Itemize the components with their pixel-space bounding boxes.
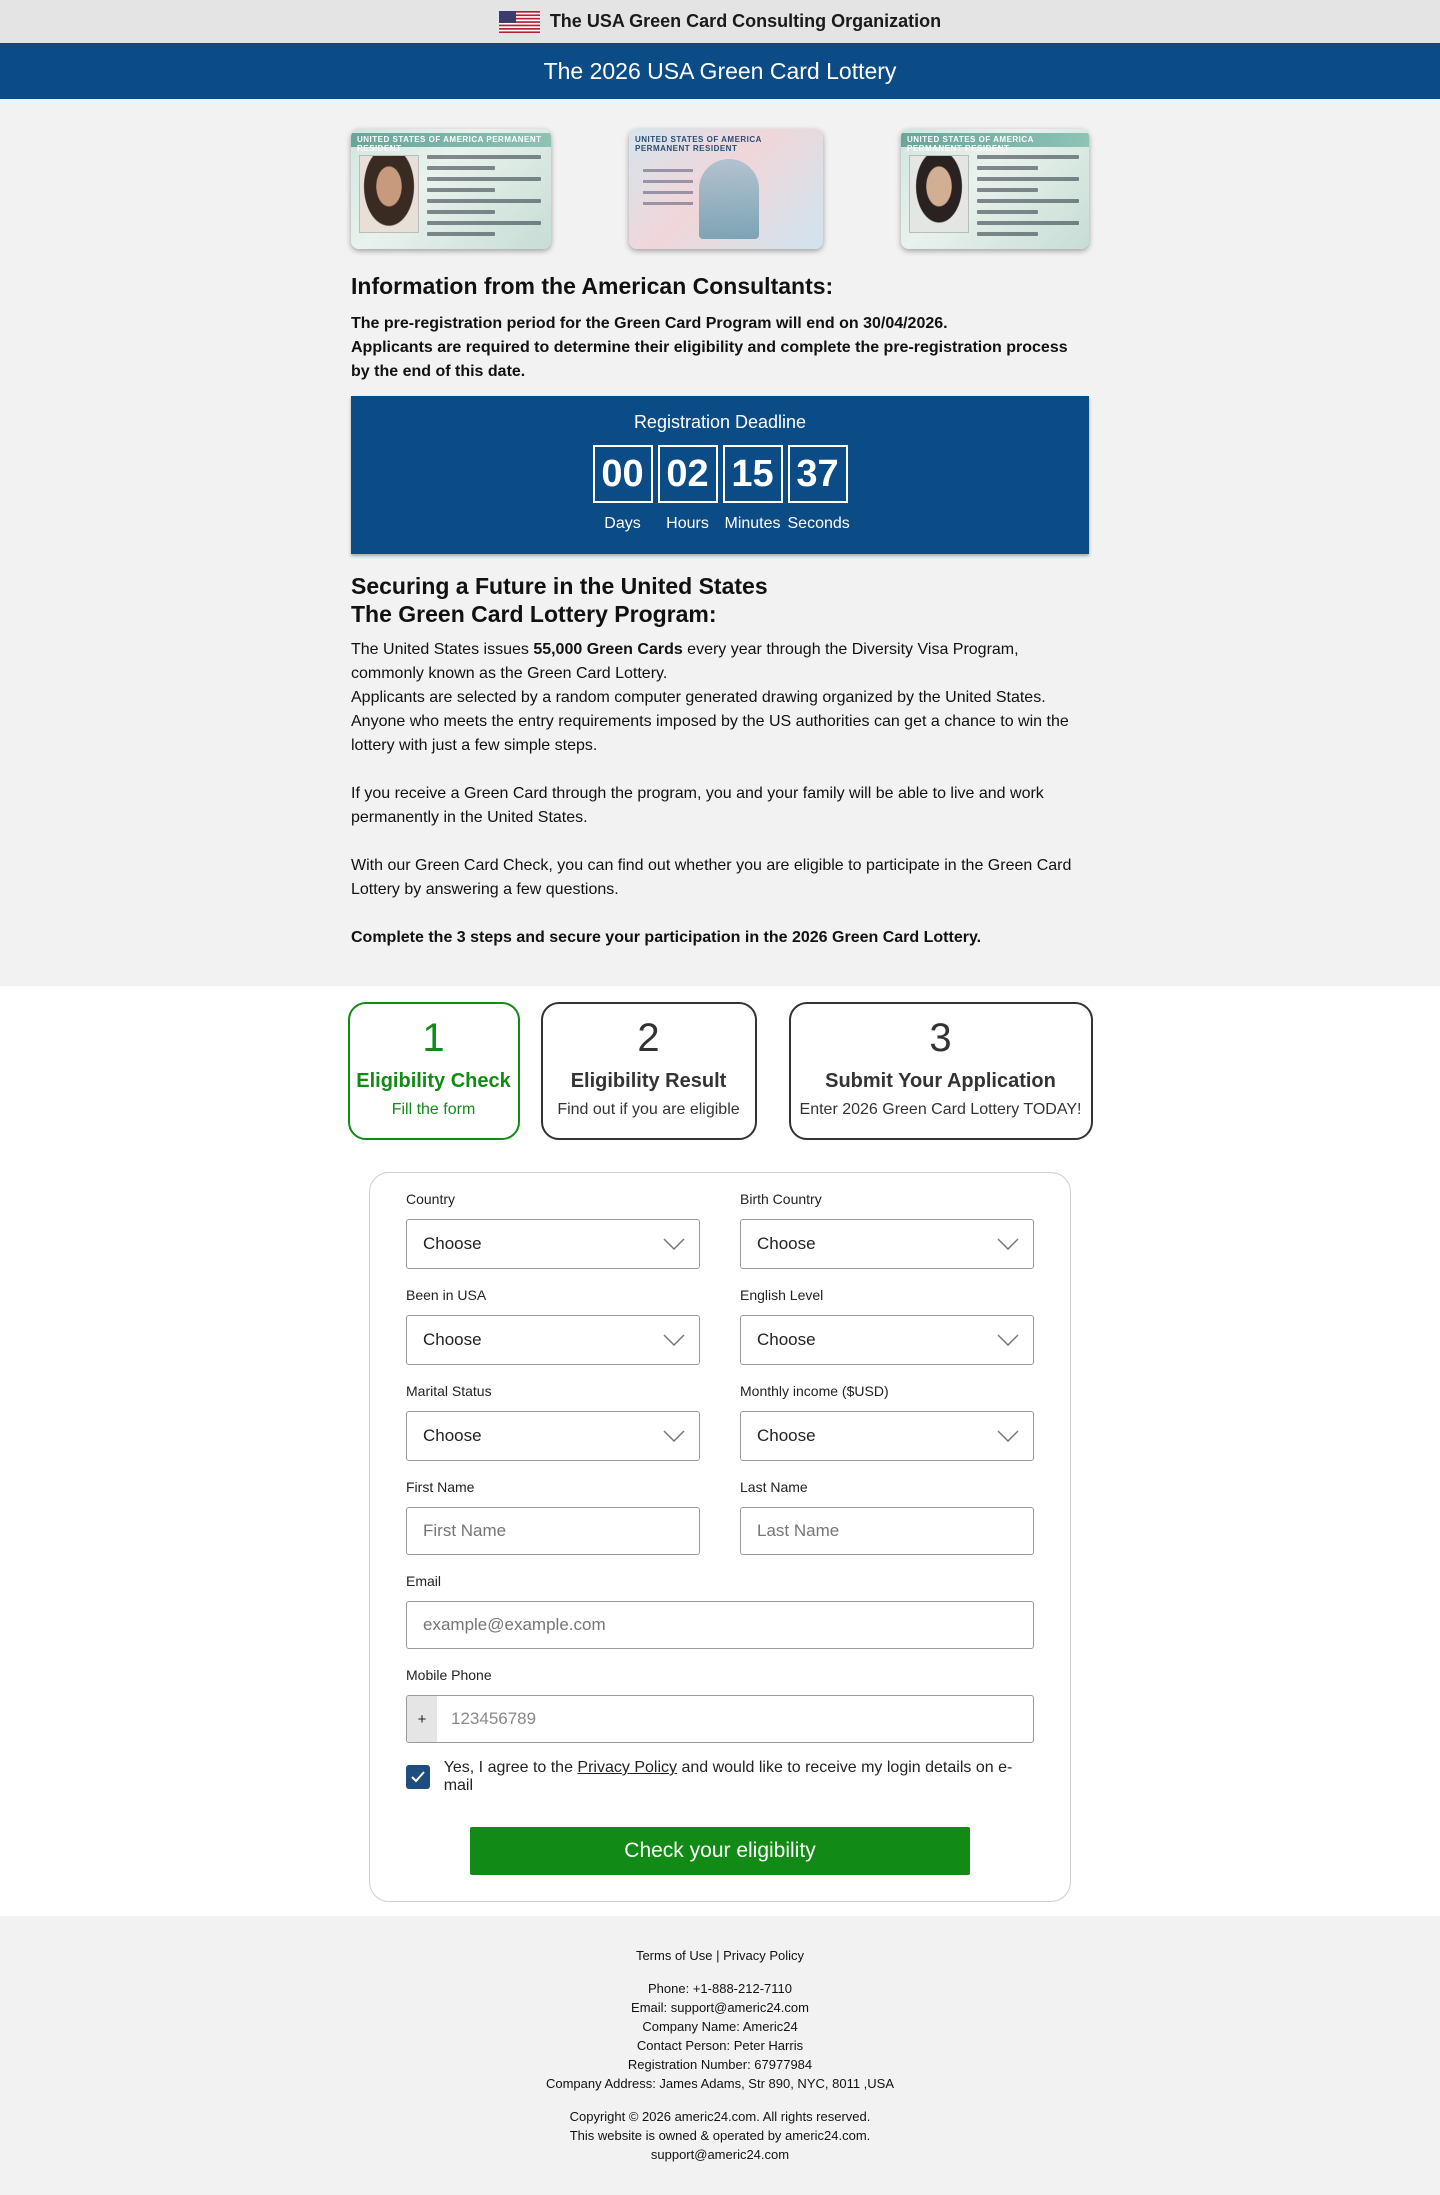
program-heading-line-1: Securing a Future in the United States xyxy=(351,573,768,599)
terms-of-use-link[interactable]: Terms of Use xyxy=(635,1948,713,1963)
countdown-hours-value: 02 xyxy=(658,445,718,503)
countdown-days-value: 00 xyxy=(593,445,653,503)
birth-country-select[interactable] xyxy=(740,1219,1034,1269)
checkmark-icon xyxy=(410,1770,426,1784)
marital-status-select-value: Choose xyxy=(423,1426,482,1445)
chevron-down-icon xyxy=(663,1238,685,1250)
english-level-label: English Level xyxy=(740,1287,824,1303)
steps-indicator xyxy=(0,1002,1440,1140)
program-description xyxy=(351,638,1089,950)
privacy-policy-link[interactable]: Privacy Policy xyxy=(577,1759,677,1776)
check-eligibility-button[interactable]: Check your eligibility xyxy=(470,1827,970,1875)
chevron-down-icon xyxy=(997,1334,1019,1346)
birth-country-label: Birth Country xyxy=(740,1191,822,1207)
last-name-label: Last Name xyxy=(740,1479,808,1495)
form-section xyxy=(0,986,1440,1916)
step-number: 1 xyxy=(422,1016,445,1060)
step-subtitle: Enter 2026 Green Card Lottery TODAY! xyxy=(799,1101,1082,1118)
program-call-to-action: Complete the 3 steps and secure your participation in the 2026 Green Card Lottery. xyxy=(351,929,982,946)
privacy-consent-text: Yes, I agree to the Privacy Policy and would like to receive my login details on e-mail xyxy=(443,1759,1013,1794)
step-3-submit-application xyxy=(789,1002,1093,1140)
email-label: Email xyxy=(406,1573,442,1589)
privacy-policy-footer-link[interactable]: Privacy Policy xyxy=(723,1948,805,1963)
step-2-eligibility-result xyxy=(541,1002,757,1140)
step-1-eligibility-check xyxy=(348,1002,520,1140)
step-number: 2 xyxy=(637,1016,660,1060)
page-title-bar xyxy=(0,43,1440,99)
step-subtitle: Fill the form xyxy=(391,1101,476,1118)
countdown-days xyxy=(593,445,653,533)
monthly-income-label: Monthly income ($USD) xyxy=(740,1383,889,1399)
countdown-hours xyxy=(658,445,718,533)
step-title: Eligibility Result xyxy=(570,1070,727,1092)
privacy-consent xyxy=(406,1759,1034,1795)
countdown-hours-label: Hours xyxy=(666,515,709,532)
been-in-usa-label: Been in USA xyxy=(406,1287,487,1303)
chevron-down-icon xyxy=(997,1238,1019,1250)
info-section xyxy=(0,99,1440,986)
step-title: Eligibility Check xyxy=(356,1070,511,1092)
registration-countdown xyxy=(351,396,1089,554)
copyright: Copyright © 2026 americ24.com. All rights reserved. This website is owned & operated by americ24.com. support@americ24.com xyxy=(569,2109,871,2162)
first-name-label: First Name xyxy=(406,1479,475,1495)
countdown-seconds xyxy=(788,445,848,533)
countdown-minutes-label: Minutes xyxy=(724,515,781,532)
english-level-select[interactable] xyxy=(740,1315,1034,1365)
birth-country-select-value: Choose xyxy=(757,1234,816,1253)
countdown-minutes-value: 15 xyxy=(723,445,783,503)
mobile-phone-field[interactable]: 123456789 xyxy=(451,1709,537,1728)
step-number: 3 xyxy=(929,1016,952,1060)
program-heading-line-2: The Green Card Lottery Program: xyxy=(351,601,717,627)
monthly-income-select[interactable] xyxy=(740,1411,1034,1461)
program-paragraph-1: The United States issues 55,000 Green Cards every year through the Diversity Visa Program, commonly known as the Green Card Lottery. Applicants are selected by a random computer generated drawing organized by the United States. Anyone who meets the entry requirements imposed by the US authorities can get a chance to win the lottery with just a few simple steps. xyxy=(351,641,1069,754)
footer-phone: Phone: +1-888-212-7110 xyxy=(648,1981,792,1996)
info-heading: Information from the American Consultants: xyxy=(351,273,834,299)
privacy-consent-checkbox[interactable] xyxy=(406,1765,430,1789)
countdown-days-label: Days xyxy=(604,515,641,532)
top-bar xyxy=(0,0,1440,43)
green-card-image-male: UNITED STATES OF AMERICA PERMANENT RESIDENT xyxy=(901,129,1089,249)
phone-prefix: + xyxy=(407,1696,437,1742)
first-name-field[interactable] xyxy=(406,1507,700,1555)
chevron-down-icon xyxy=(997,1430,1019,1442)
countdown-seconds-label: Seconds xyxy=(787,515,850,532)
footer: Terms of Use | Privacy Policy Phone: +1-888-212-7110 Email: support@americ24.com Company Name: Americ24 Contact Person: Peter Harris Registration Number: 67977984 Company Address: James Adams, Str 890, NYC, 8011 ,USA Copyright © 2026 americ24.com. All rights reserved. This website is owned & operated by americ24.com. support@americ24.com xyxy=(0,1916,1440,2192)
mobile-phone-label: Mobile Phone xyxy=(406,1667,492,1683)
page-title: The 2026 USA Green Card Lottery xyxy=(543,57,897,84)
email-field[interactable] xyxy=(406,1601,1034,1649)
org-name: The USA Green Card Consulting Organization xyxy=(549,11,942,31)
footer-contact-person: Contact Person: Peter Harris xyxy=(636,2038,804,2053)
english-level-select-value: Choose xyxy=(757,1330,816,1349)
countdown-seconds-value: 37 xyxy=(788,445,848,503)
info-text xyxy=(351,312,1089,384)
monthly-income-select-value: Choose xyxy=(757,1426,816,1445)
chevron-down-icon xyxy=(663,1334,685,1346)
marital-status-select[interactable] xyxy=(406,1411,700,1461)
step-title: Submit Your Application xyxy=(825,1070,1056,1092)
green-card-image-female: UNITED STATES OF AMERICA PERMANENT RESIDENT xyxy=(351,129,551,249)
program-paragraph-3: With our Green Card Check, you can find out whether you are eligible to participate in the Green Card Lottery by answering a few questions. xyxy=(351,857,1072,898)
eligibility-form xyxy=(369,1172,1071,1902)
green-card-images xyxy=(351,129,1089,249)
green-card-image-back: UNITED STATES OF AMERICA PERMANENT RESIDENT xyxy=(629,129,823,249)
countdown-title: Registration Deadline xyxy=(633,412,807,432)
us-flag-icon xyxy=(499,11,540,33)
country-select-value: Choose xyxy=(423,1234,482,1253)
footer-company-address: Company Address: James Adams, Str 890, NYC, 8011 ,USA xyxy=(545,2076,895,2091)
company-contacts xyxy=(0,1979,1440,2093)
program-heading xyxy=(351,572,1089,628)
step-subtitle: Find out if you are eligible xyxy=(557,1101,740,1118)
info-line-2: Applicants are required to determine their eligibility and complete the pre-registration process by the end of this date. xyxy=(351,339,1068,380)
info-line-1: The pre-registration period for the Green Card Program will end on 30/04/2026. xyxy=(351,315,948,332)
countdown-minutes xyxy=(723,445,783,533)
program-paragraph-2: If you receive a Green Card through the program, you and your family will be able to live and work permanently in the United States. xyxy=(351,785,1044,826)
chevron-down-icon xyxy=(663,1430,685,1442)
footer-registration-number: Registration Number: 67977984 xyxy=(627,2057,813,2072)
footer-company-name: Company Name: Americ24 xyxy=(642,2019,798,2034)
country-select[interactable] xyxy=(406,1219,700,1269)
marital-status-label: Marital Status xyxy=(406,1383,492,1399)
been-in-usa-select-value: Choose xyxy=(423,1330,482,1349)
last-name-field[interactable] xyxy=(740,1507,1034,1555)
been-in-usa-select[interactable] xyxy=(406,1315,700,1365)
country-label: Country xyxy=(406,1191,456,1207)
mobile-phone-group xyxy=(406,1695,1034,1743)
footer-email: Email: support@americ24.com xyxy=(631,2000,809,2015)
